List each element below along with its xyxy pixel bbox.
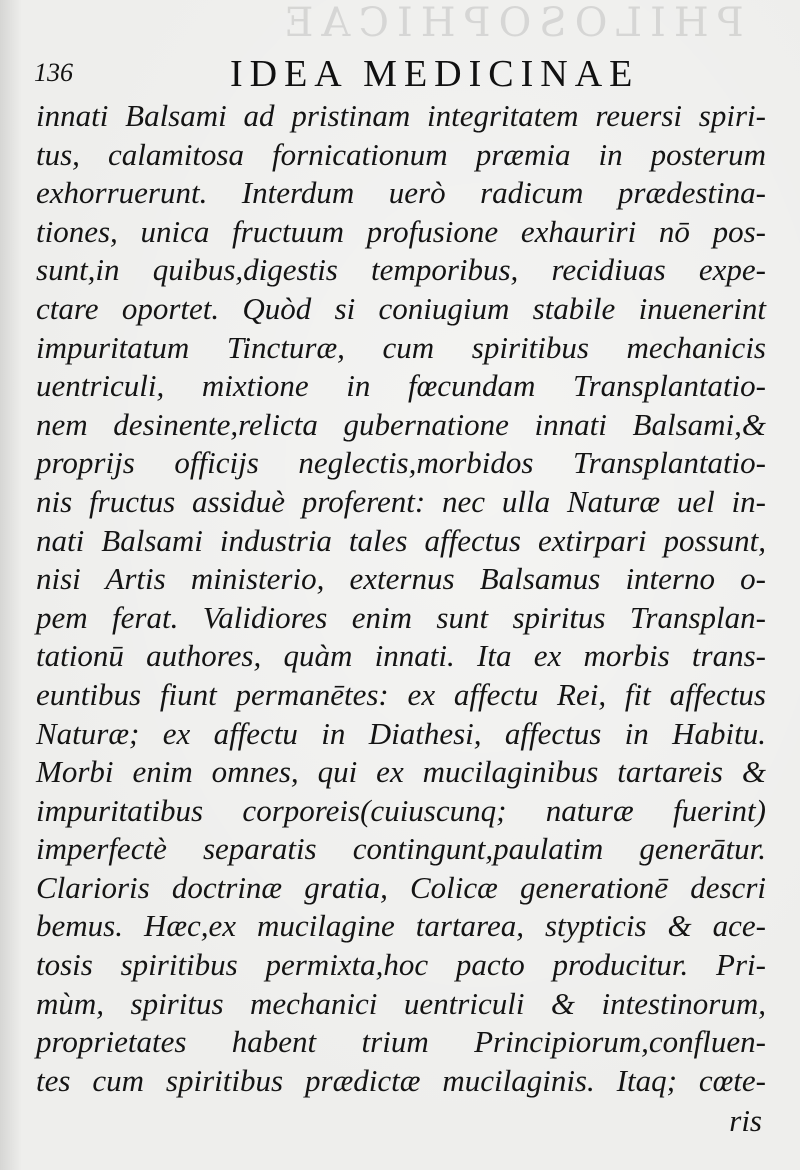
text-line: nem desinente,relicta gubernatione innati Balsami,& <box>36 406 766 442</box>
text-line: bemus. Hæc,ex mucilagine tartarea, stypticis & ace- <box>36 908 766 944</box>
text-line: sunt,in quibus,digestis temporibus, recidiuas expe- <box>36 252 766 288</box>
page-number: 136 <box>34 58 73 87</box>
text-line: uentriculi, mixtione in fœcundam Transplantatio- <box>36 368 766 404</box>
text-line: ctare oportet. Quòd si coniugium stabile inuenerint <box>36 290 766 326</box>
text-line: imperfectè separatis contingunt,paulatim generātur. <box>36 831 766 867</box>
text-line: proprijs officijs neglectis,morbidos Transplantatio- <box>36 445 766 481</box>
body-text <box>36 97 766 1100</box>
text-line: Naturæ; ex affectu in Diathesi, affectus in Habitu. <box>36 715 766 751</box>
text-line: impuritatibus corporeis(cuiuscunq; naturæ fuerint) <box>36 792 766 828</box>
text-line: impuritatum Tincturæ, cum spiritibus mechanicis <box>36 329 766 365</box>
text-line: tus, calamitosa fornicationum præmia in posterum <box>36 136 766 172</box>
text-line: mùm, spiritus mechanici uentriculi & intestinorum, <box>36 985 766 1021</box>
text-line: proprietates habent trium Principiorum,confluen- <box>36 1024 766 1060</box>
show-through-bleed: PHILOSOPHICAE <box>276 0 744 46</box>
text-line: tiones, unica fructuum profusione exhauriri nō pos- <box>36 213 766 249</box>
page-header <box>34 52 754 95</box>
text-line: tes cum spiritibus prædictæ mucilaginis. Itaq; cœte- <box>36 1062 766 1098</box>
text-line: innati Balsami ad pristinam integritatem reuersi spiri- <box>36 98 766 133</box>
text-line: exhorruerunt. Interdum uerò radicum prædestina- <box>36 175 766 211</box>
text-line: pem ferat. Validiores enim sunt spiritus Transplan- <box>36 599 766 635</box>
text-line: nati Balsami industria tales affectus extirpari possunt, <box>36 522 766 558</box>
text-line: Morbi enim omnes, qui ex mucilaginibus tartareis & <box>36 754 766 790</box>
text-line: nisi Artis ministerio, externus Balsamus interno o- <box>36 561 766 597</box>
text-line: euntibus fiunt permanētes: ex affectu Rei, fit affectus <box>36 676 766 712</box>
running-title: IDEA MEDICINAE <box>230 53 640 95</box>
text-line: Clarioris doctrinæ gratia, Colicæ generationē descri <box>36 869 766 905</box>
catchword: ris <box>729 1103 762 1138</box>
text-line: tationū authores, quàm innati. Ita ex morbis trans- <box>36 638 766 674</box>
text-line: tosis spiritibus permixta,hoc pacto producitur. Pri- <box>36 947 766 983</box>
text-line: nis fructus assiduè proferent: nec ulla Naturæ uel in- <box>36 483 766 519</box>
